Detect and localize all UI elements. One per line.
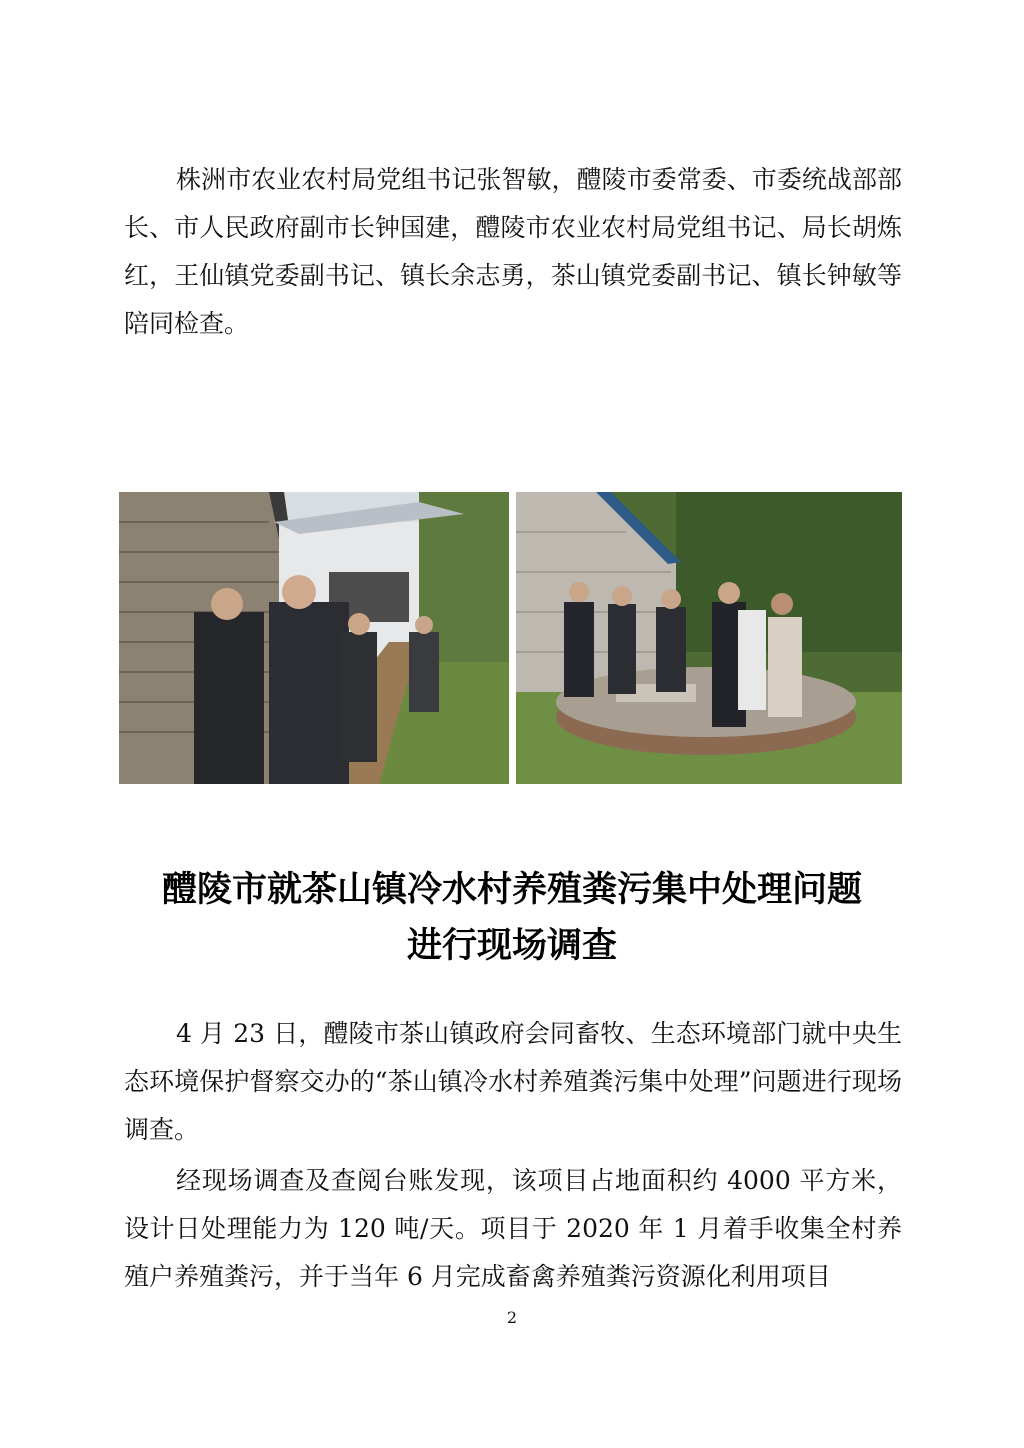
inspection-photo-building bbox=[119, 492, 509, 784]
article-paragraph-2: 经现场调查及查阅台账发现，该项目占地面积约 4000 平方米，设计日处理能力为 120 吨/天。项目于 2020 年 1 月着手收集全村养殖户养殖粪污，并于当年 6 月完成畜禽养殖粪污资源化利用项目 bbox=[124, 1166, 902, 1291]
article-title-line-1: 醴陵市就茶山镇冷水村养殖粪污集中处理问题 bbox=[161, 870, 862, 910]
page-number: 2 bbox=[506, 1308, 518, 1327]
intro-paragraph: 株洲市农业农村局党组书记张智敏，醴陵市委常委、市委统战部部长、市人民政府副市长钟国建，醴陵市农业农村局党组书记、局长胡炼红，王仙镇党委副书记、镇长余志勇，茶山镇党委副书记、镇长钟敏等陪同检查。 bbox=[124, 165, 902, 338]
inspection-photo-treatment-tank bbox=[516, 492, 902, 784]
article-title bbox=[100, 862, 924, 974]
article-title-line-2: 进行现场调查 bbox=[406, 926, 617, 966]
article-paragraph-1: 4 月 23 日，醴陵市茶山镇政府会同畜牧、生态环境部门就中央生态环境保护督察交办的“茶山镇冷水村养殖粪污集中处理”问题进行现场调查。 bbox=[124, 1019, 902, 1144]
